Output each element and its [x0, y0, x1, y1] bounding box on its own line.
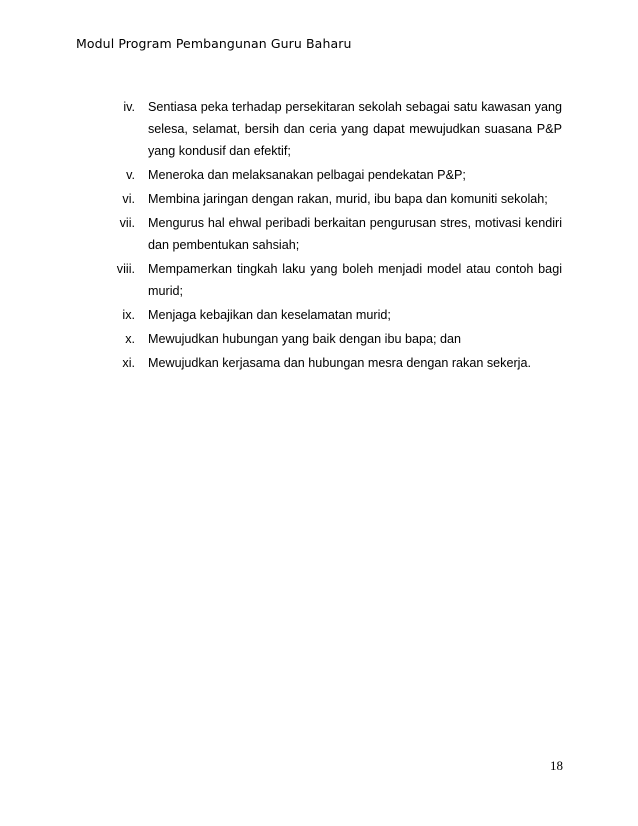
- list-item: [0, 96, 638, 162]
- list-item: [0, 352, 638, 374]
- list-item-numeral: iv.: [123, 100, 135, 114]
- list-item-text: Mengurus hal ehwal peribadi berkaitan pengurusan stres, motivasi kendiri dan pembentukan sahsiah;: [148, 216, 562, 252]
- list-item-numeral: vii.: [119, 216, 135, 230]
- list-item-numeral: vi.: [122, 192, 135, 206]
- list-item-numeral: x.: [125, 332, 135, 346]
- page-header-title: Modul Program Pembangunan Guru Baharu: [76, 36, 352, 51]
- page-number: 18: [550, 758, 563, 773]
- list-item: [0, 188, 638, 210]
- list-item-text: Sentiasa peka terhadap persekitaran sekolah sebagai satu kawasan yang selesa, selamat, bersih dan ceria yang dapat mewujudkan suasana P&P yang kondusif dan efektif;: [148, 100, 562, 158]
- list-item: [0, 258, 638, 302]
- list-item: [0, 304, 638, 326]
- list-item-text: Mewujudkan hubungan yang baik dengan ibu bapa; dan: [148, 332, 461, 346]
- list-item-numeral: ix.: [122, 308, 135, 322]
- list-item-text: Meneroka dan melaksanakan pelbagai pendekatan P&P;: [148, 168, 466, 182]
- list-item-text: Menjaga kebajikan dan keselamatan murid;: [148, 308, 391, 322]
- duties-list: [0, 96, 638, 376]
- list-item: [0, 212, 638, 256]
- list-item: [0, 164, 638, 186]
- list-item-numeral: xi.: [122, 356, 135, 370]
- list-item-text: Mewujudkan kerjasama dan hubungan mesra dengan rakan sekerja.: [148, 356, 531, 370]
- list-item-text: Mempamerkan tingkah laku yang boleh menjadi model atau contoh bagi murid;: [148, 262, 562, 298]
- list-item-text: Membina jaringan dengan rakan, murid, ibu bapa dan komuniti sekolah;: [148, 192, 548, 206]
- list-item-numeral: v.: [126, 168, 135, 182]
- list-item: [0, 328, 638, 350]
- list-item-numeral: viii.: [116, 262, 135, 276]
